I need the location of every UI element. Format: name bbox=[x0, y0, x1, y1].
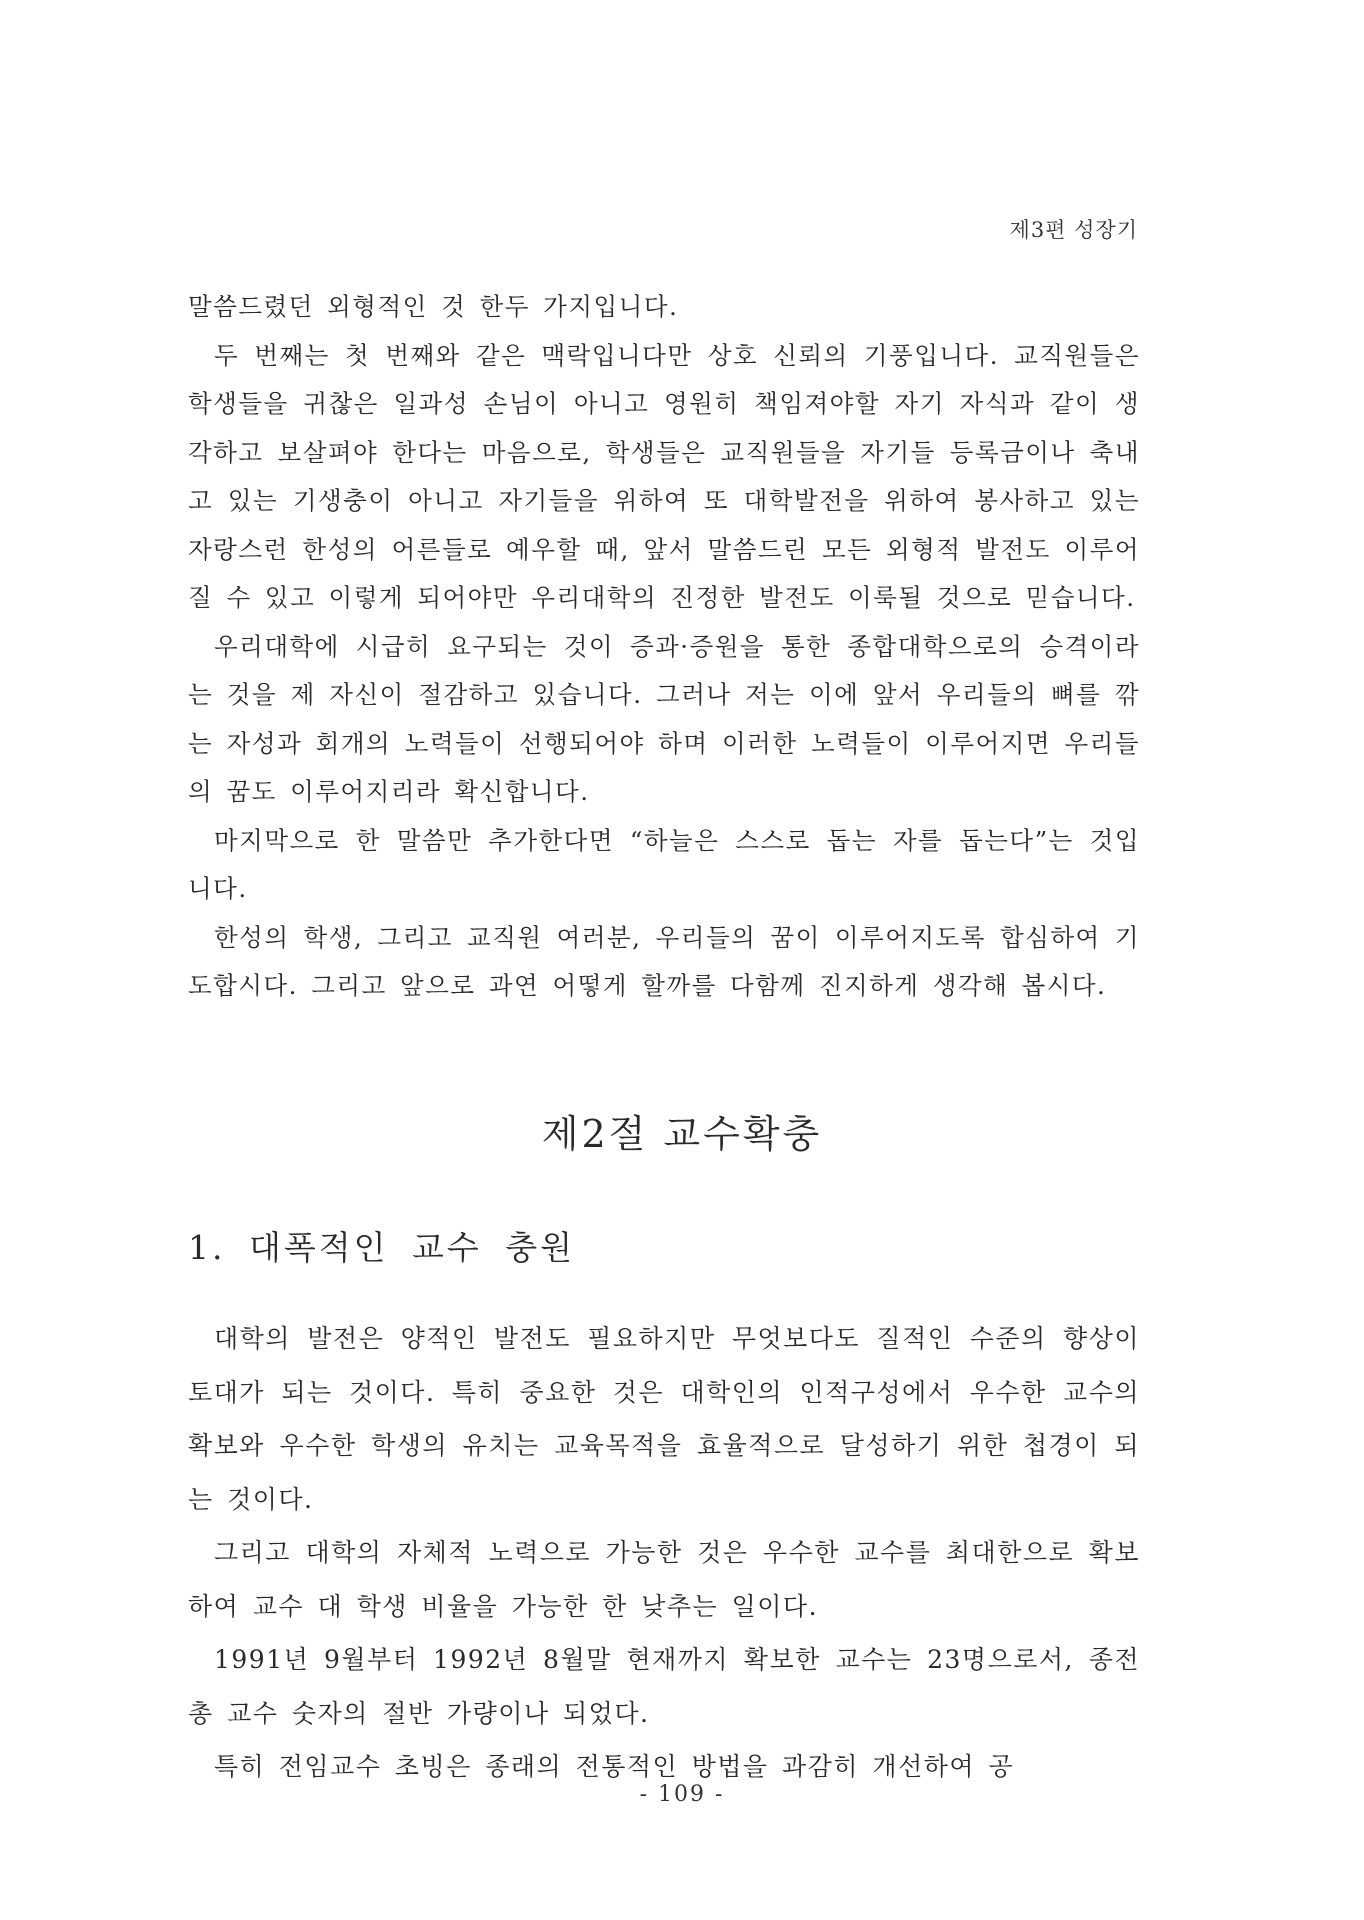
paragraph: 대학의 발전은 양적인 발전도 필요하지만 무엇보다도 질적인 수준의 향상이 토대가 되는 것이다. 특히 중요한 것은 대학인의 인적구성에서 우수한 교수의 확보와 우수한 학생의 유치는 교육목적을 효율적으로 달성하기 위한 첩경이 되는 것이다. bbox=[188, 1324, 1140, 1514]
paragraph: 말씀드렸던 외형적인 것 한두 가지입니다. bbox=[188, 292, 679, 321]
top-text-block bbox=[188, 283, 1140, 1011]
paragraph: 두 번째는 첫 번째와 같은 맥락입니다만 상호 신뢰의 기풍입니다. 교직원들은 학생들을 귀찮은 일과성 손님이 아니고 영원히 책임져야할 자기 자식과 같이 생각하고 보살펴야 한다는 마음으로, 학생들은 교직원들을 자기들 등록금이나 축내고 있는 기생충이 아니고 자기들을 위하여 또 대학발전을 위하여 봉사하고 있는 자랑스런 한성의 어른들로 예우할 때, 앞서 말씀드린 모든 외형적 발전도 이루어질 수 있고 이렇게 되어야만 우리대학의 진정한 발전도 이룩될 것으로 믿습니다. bbox=[188, 340, 1140, 612]
subsection-heading: 1. 대폭적인 교수 충원 bbox=[188, 1228, 575, 1267]
paragraph: 마지막으로 한 말씀만 추가한다면 “하늘은 스스로 돕는 자를 돕는다”는 것입니다. bbox=[188, 825, 1140, 903]
bottom-text-block bbox=[188, 1312, 1140, 1794]
page-number: - 109 - bbox=[639, 1782, 725, 1807]
paragraph: 한성의 학생, 그리고 교직원 여러분, 우리들의 꿈이 이루어지도록 합심하여 기도합시다. 그리고 앞으로 과연 어떻게 할까를 다함께 진지하게 생각해 봅시다. bbox=[188, 922, 1140, 1000]
running-header: 제3편 성장기 bbox=[1009, 218, 1138, 242]
paragraph: 특히 전임교수 초빙은 종래의 전통적인 방법을 과감히 개선하여 공 bbox=[214, 1752, 1015, 1781]
section-heading: 제2절 교수확충 bbox=[541, 1112, 823, 1156]
paragraph: 그리고 대학의 자체적 노력으로 가능한 것은 우수한 교수를 최대한으로 확보하여 교수 대 학생 비율을 가능한 한 낮추는 일이다. bbox=[188, 1538, 1140, 1621]
paragraph: 우리대학에 시급히 요구되는 것이 증과·증원을 통한 종합대학으로의 승격이라는 것을 제 자신이 절감하고 있습니다. 그러나 저는 이에 앞서 우리들의 뼈를 깎는 자성과 회개의 노력들이 선행되어야 하며 이러한 노력들이 이루어지면 우리들의 꿈도 이루어지리라 확신합니다. bbox=[188, 631, 1140, 806]
paragraph: 1991년 9월부터 1992년 8월말 현재까지 확보한 교수는 23명으로서, 종전 총 교수 숫자의 절반 가량이나 되었다. bbox=[188, 1645, 1140, 1728]
